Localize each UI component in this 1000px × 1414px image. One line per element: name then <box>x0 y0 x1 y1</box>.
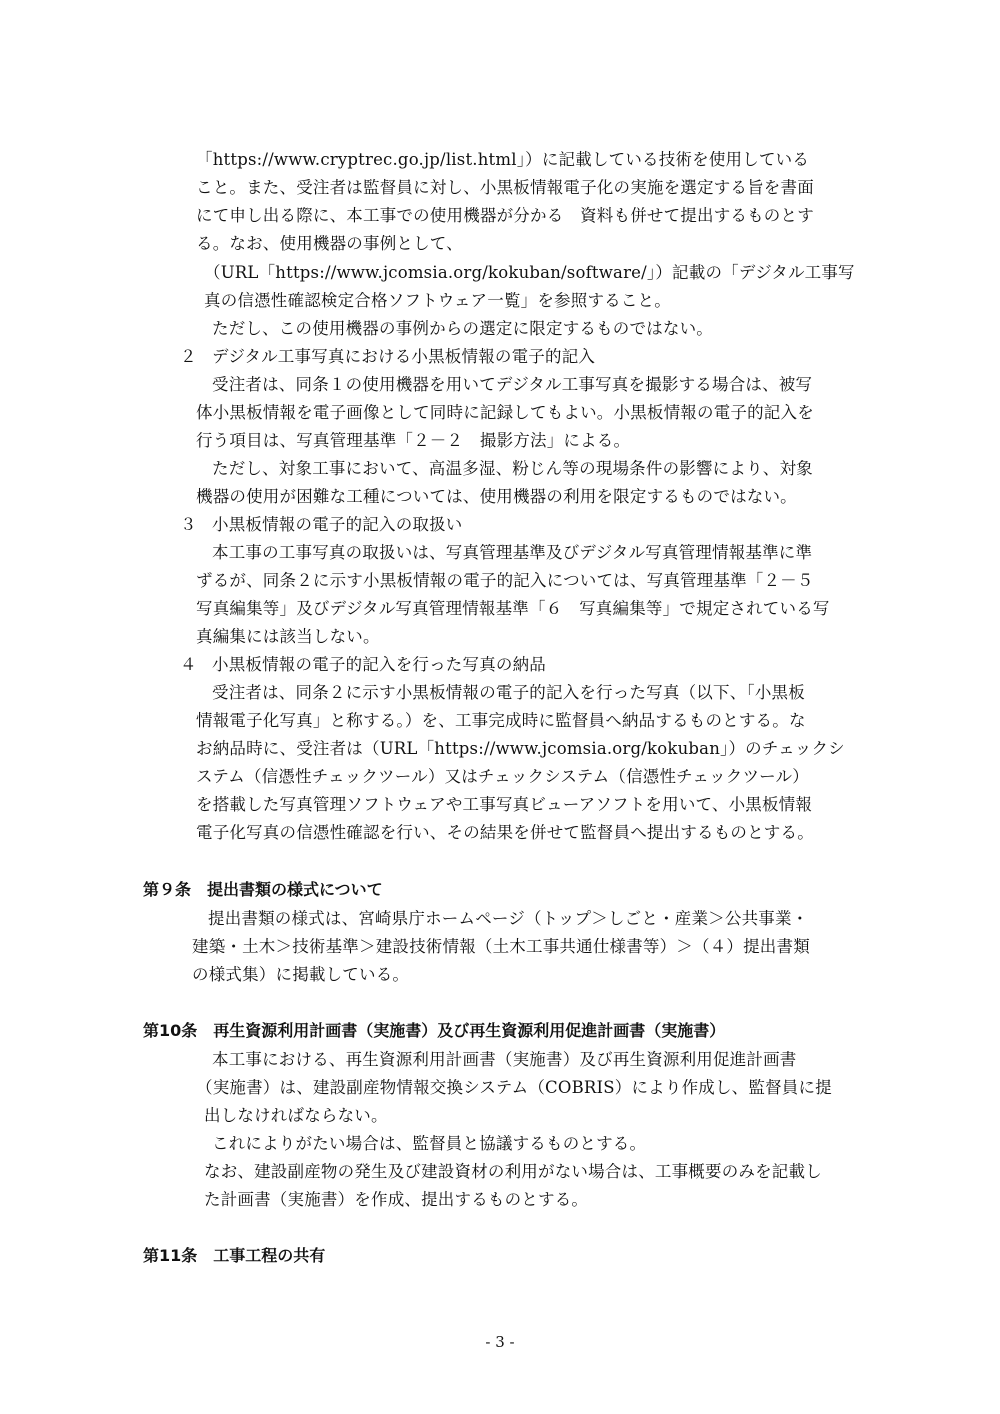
paragraph-line: にて申し出る際に、本工事での使用機器が分かる 資料も併せて提出するものとす <box>196 206 814 225</box>
item-title: デジタル工事写真における小黒板情報の電子的記入 <box>212 347 596 366</box>
paragraph-line: ずるが、同条２に示す小黒板情報の電子的記入については、写真管理基準「２－５ <box>196 571 814 590</box>
paragraph-line: お納品時に、受注者は（URL「https://www.jcomsia.org/kokuban」）のチェックシ <box>196 739 845 758</box>
section-heading: 第10条 再生資源利用計画書（実施書）及び再生資源利用促進計画書（実施書） <box>143 1021 726 1040</box>
item-number: ３ <box>180 515 197 534</box>
paragraph-line: なお、建設副産物の発生及び建設資材の利用がない場合は、工事概要のみを記載し <box>204 1162 822 1181</box>
paragraph-line: 提出書類の様式は、宮崎県庁ホームページ（トップ＞しごと・産業＞公共事業・ <box>208 909 809 928</box>
paragraph-line: （実施書）は、建設副産物情報交換システム（COBRIS）により作成し、監督員に提 <box>196 1078 832 1097</box>
paragraph-line: 情報電子化写真」と称する。）を、工事完成時に監督員へ納品するものとする。な <box>196 711 806 730</box>
paragraph-line: 体小黒板情報を電子画像として同時に記録してもよい。小黒板情報の電子的記入を <box>196 403 814 422</box>
paragraph-line: を搭載した写真管理ソフトウェアや工事写真ビューアソフトを用いて、小黒板情報 <box>196 795 813 814</box>
item-title: 小黒板情報の電子的記入の取扱い <box>212 515 463 534</box>
paragraph-line: ただし、対象工事において、高温多湿、粉じん等の現場条件の影響により、対象 <box>212 459 813 478</box>
paragraph-line: 「https://www.cryptrec.go.jp/list.html」）に記載している技術を使用している <box>196 150 810 169</box>
paragraph-line: 行う項目は、写真管理基準「２－２ 撮影方法」による。 <box>196 431 631 450</box>
paragraph-line: 建築・土木＞技術基準＞建設技術情報（土木工事共通仕様書等）＞（４）提出書類 <box>192 937 810 956</box>
section-heading: 第11条 工事工程の共有 <box>143 1246 326 1265</box>
paragraph-line: 機器の使用が困難な工種については、使用機器の利用を限定するものではない。 <box>196 487 797 506</box>
section-heading: 第９条 提出書類の様式について <box>143 880 383 899</box>
paragraph-line: た計画書（実施書）を作成、提出するものとする。 <box>204 1190 589 1209</box>
paragraph-line: これによりがたい場合は、監督員と協議するものとする。 <box>212 1134 647 1153</box>
paragraph-line: 真の信憑性確認検定合格ソフトウェア一覧」を参照すること。 <box>204 291 671 310</box>
paragraph-line: 出しなければならない。 <box>204 1106 388 1125</box>
paragraph-line: 受注者は、同条１の使用機器を用いてデジタル工事写真を撮影する場合は、被写 <box>212 375 813 394</box>
page-number: - 3 - <box>485 1333 515 1351</box>
paragraph-line: （URL「https://www.jcomsia.org/kokuban/software/」）記載の「デジタル工事写 <box>204 263 855 282</box>
item-number: ２ <box>180 347 197 366</box>
paragraph-line: ただし、この使用機器の事例からの選定に限定するものではない。 <box>212 319 713 338</box>
paragraph-line: ステム（信憑性チェックツール）又はチェックシステム（信憑性チェックツール） <box>196 767 809 786</box>
paragraph-line: 受注者は、同条２に示す小黒板情報の電子的記入を行った写真（以下、「小黒板 <box>212 683 805 702</box>
paragraph-line: 本工事における、再生資源利用計画書（実施書）及び再生資源利用促進計画書 <box>212 1050 797 1069</box>
paragraph-line: 電子化写真の信憑性確認を行い、その結果を併せて監督員へ提出するものとする。 <box>196 823 814 842</box>
paragraph-line: 写真編集等」及びデジタル写真管理情報基準「６ 写真編集等」で規定されている写 <box>196 599 830 618</box>
paragraph-line: こと。また、受注者は監督員に対し、小黒板情報電子化の実施を選定する旨を書面 <box>196 178 814 197</box>
paragraph-line: る。なお、使用機器の事例として、 <box>196 234 463 253</box>
item-number: ４ <box>180 655 197 674</box>
paragraph-line: の様式集）に掲載している。 <box>192 965 410 984</box>
item-title: 小黒板情報の電子的記入を行った写真の納品 <box>212 655 546 674</box>
paragraph-line: 真編集には該当しない。 <box>196 627 380 646</box>
paragraph-line: 本工事の工事写真の取扱いは、写真管理基準及びデジタル写真管理情報基準に準 <box>212 543 813 562</box>
